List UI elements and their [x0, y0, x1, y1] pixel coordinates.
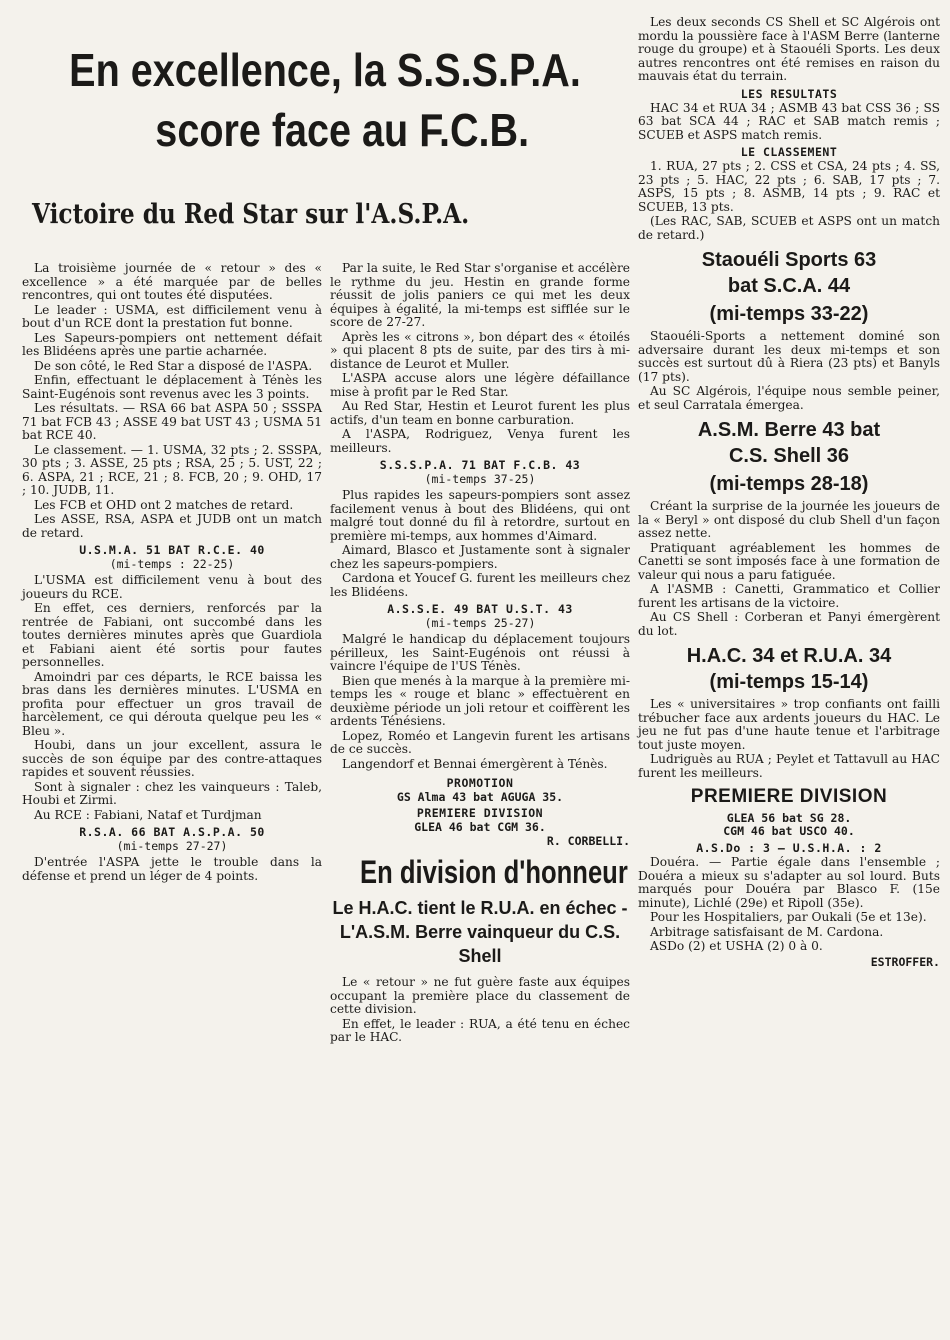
match-halftime: (mi-temps 28-18)	[709, 473, 869, 495]
paragraph: Les résultats. — RSA 66 bat ASPA 50 ; SSSPA 71 bat FCB 43 ; ASSE 49 bat UST 43 ; USMA 51 bat RCE 40.	[22, 401, 322, 442]
headline-line-1: En excellence, la S.S.S.P.A.	[69, 44, 581, 96]
paragraph: Au CS Shell : Corberan et Panyi émergèrent du lot.	[638, 610, 940, 638]
standings-heading: LE CLASSEMENT	[740, 145, 838, 159]
paragraph: Les ASSE, RSA, ASPA et JUDB ont un match de retard.	[22, 512, 322, 540]
paragraph: (Les RAC, SAB, SCUEB et ASPS ont un match de retard.)	[638, 214, 940, 242]
standings-text: 1. RUA, 27 pts ; 2. CSS et CSA, 24 pts ; 4. SS, 23 pts ; 5. HAC, 22 pts ; 6. SAB, 17 pts ; 7. ASPS, 15 pts ; 8. ASMB, 14 pts ; 9. RAC et SCUEB, 13 pts.	[638, 159, 940, 214]
paragraph: Les FCB et OHD ont 2 matches de retard.	[34, 497, 294, 512]
column-2	[330, 262, 630, 1046]
paragraph: Au Red Star, Hestin et Leurot furent les plus actifs, d'un team en bonne carburation.	[330, 399, 630, 427]
paragraph: Enfin, effectuant le déplacement à Ténès les Saint-Eugénois sont revenus avec les 3 points.	[22, 373, 322, 401]
paragraph: Le « retour » ne fut guère faste aux équipes occupant la première place du classement de cette division.	[330, 975, 630, 1016]
match-heading: S.S.S.P.A. 71 BAT F.C.B. 43	[379, 458, 581, 472]
column-1	[22, 262, 322, 884]
promotion-heading: PROMOTION	[446, 776, 514, 790]
paragraph: Bien que menés à la marque à la première mi-temps les « rouge et blanc » effectuèrent en deuxième période un joli retour et coiffèrent les ardents Ténésiens.	[330, 673, 630, 728]
paragraph: Douéra. — Partie égale dans l'ensemble ; Douéra a mieux su s'adapter au sol lourd. Buts marqués pour Douéra par Blasco F. (15e minute), Lichlé (29e) et Ripoll (35e).	[638, 855, 940, 910]
paragraph: Houbi, dans un jour excellent, assura le succès de son équipe par des contre-attaques rapides et souvent réussies.	[22, 738, 322, 779]
match-headline: bat S.C.A. 44	[727, 275, 851, 297]
division-heading: PREMIERE DIVISION	[416, 806, 544, 820]
paragraph: L'ASPA accuse alors une légère défaillance mise à profit par le Red Star.	[330, 371, 630, 399]
paragraph: Cardona et Youcef G. furent les meilleurs chez les Blidéens.	[330, 571, 630, 599]
signature: R. CORBELLI.	[546, 834, 630, 848]
paragraph: Aimard, Blasco et Justamente sont à signaler chez les sapeurs-pompiers.	[330, 543, 630, 571]
paragraph: En effet, ces derniers, renforcés par la rentrée de Fabiani, ont succombé dans les toutes dernières minutes après que Guardiola et Fabiani aient été sortis pour fautes personnelles.	[22, 601, 322, 669]
match-halftime: (mi-temps 27-27)	[116, 839, 228, 853]
paragraph: Le leader : USMA, est difficilement venu à bout d'un RCE dont la prestation fut bonne.	[22, 302, 322, 330]
headline-line-2: score face au F.C.B.	[155, 104, 530, 156]
paragraph: La troisième journée de « retour » des « excellence » a été marquée par de belles rencontres, qui ont toutes été disputées.	[22, 261, 322, 302]
division-heading: PREMIERE DIVISION	[690, 786, 888, 807]
match-heading: A.S.S.E. 49 BAT U.S.T. 43	[387, 602, 573, 616]
paragraph: Langendorf et Bennai émergèrent à Ténès.	[342, 756, 608, 771]
match-heading: U.S.M.A. 51 BAT R.C.E. 40	[79, 543, 265, 557]
paragraph: Pratiquant agréablement les hommes de Canetti se sont imposés face à une formation de valeur qui nous a paru fatiguée.	[638, 540, 940, 582]
paragraph: En effet, le leader : RUA, a été tenu en échec par le HAC.	[330, 1016, 630, 1044]
match-headline: A.S.M. Berre 43 bat	[697, 419, 881, 441]
match-halftime: (mi-temps 25-27)	[424, 616, 536, 630]
paragraph: L'USMA est difficilement venu à bout des joueurs du RCE.	[22, 573, 322, 601]
paragraph: Arbitrage satisfaisant de M. Cardona.	[650, 924, 884, 939]
results-text: HAC 34 et RUA 34 ; ASMB 43 bat CSS 36 ; SS 63 bat SCA 44 ; RAC et SAB match remis ; SCUEB et ASPS match remis.	[638, 100, 940, 142]
match-halftime: (mi-temps : 22-25)	[109, 557, 235, 571]
match-headline: C.S. Shell 36	[728, 445, 850, 467]
paragraph: Pour les Hospitaliers, par Oukali (5e et 13e).	[650, 910, 927, 924]
match-heading: A.S.Do : 3 — U.S.H.A. : 2	[696, 841, 882, 855]
results-heading: LES RESULTATS	[740, 86, 838, 101]
match-heading: R.S.A. 66 BAT A.S.P.A. 50	[79, 825, 265, 839]
paragraph: Malgré le handicap du déplacement toujours périlleux, les Saint-Eugénois ont réussi à vaincre l'équipe de l'US Ténès.	[330, 632, 630, 673]
match-headline: Staouéli Sports 63	[701, 249, 877, 271]
paragraph: Au RCE : Fabiani, Nataf et Turdjman	[34, 807, 262, 822]
paragraph: Lopez, Roméo et Langevin furent les artisans de ce succès.	[330, 728, 630, 756]
paragraph: A l'ASMB : Canetti, Grammatico et Collier furent les artisans de la victoire.	[638, 582, 940, 610]
paragraph: Staouéli-Sports a nettement dominé son adversaire durant les deux mi-temps et son succès est surtout dû à Riera (23 pts) et Banyls (17 pts).	[638, 329, 940, 384]
paragraph: De son côté, le Red Star a disposé de l'ASPA.	[34, 358, 313, 373]
division-result: CGM 46 bat USCO 40.	[723, 824, 855, 838]
headline-deck: Victoire du Red Star sur l'A.S.P.A.	[32, 199, 470, 230]
paragraph: Les Sapeurs-pompiers ont nettement défait les Blidéens après une partie acharnée.	[22, 330, 322, 358]
section-headline: En division d'honneur	[360, 854, 628, 890]
paragraph: D'entrée l'ASPA jette le trouble dans la défense et prend un léger de 4 points.	[22, 855, 322, 883]
paragraph: Ludriguès au RUA ; Peylet et Tattavull au HAC furent les meilleurs.	[638, 752, 940, 780]
paragraph: ASDo (2) et USHA (2) 0 à 0.	[650, 939, 823, 953]
paragraph: Les deux seconds CS Shell et SC Algérois ont mordu la poussière face à l'ASM Berre (lanterne rouge du groupe) et à Staouéli Sports. Les deux autres rencontres ont été remises en raison du mauvais état du terrain.	[638, 15, 940, 83]
paragraph: Après les « citrons », bon départ des « étoilés » qui placent 8 pts de suite, par des tirs à mi-distance de Leurot et Muller.	[330, 329, 630, 371]
paragraph: Amoindri par ces départs, le RCE baissa les bras dans les dernières minutes. L'USMA en profita pour effectuer un gros travail de harcèlement, ce qui dérouta quelque peu les « Bleu ».	[22, 669, 322, 738]
match-halftime: (mi-temps 15-14)	[709, 671, 869, 693]
paragraph: Plus rapides les sapeurs-pompiers sont assez facilement venus à bout des Blidéens, qui ont malgré tout donné du fil à retordre, surtout en première mi-temps, aux hommes d'Aimard.	[330, 488, 630, 543]
paragraph: Les « universitaires » trop confiants ont failli trébucher face aux ardents joueurs du HAC. Le jeu ne fut pas d'une haute tenue et l'arbitrage tout juste moyen.	[638, 697, 940, 752]
match-halftime: (mi-temps 37-25)	[424, 472, 536, 486]
division-result: GLEA 46 bat CGM 36.	[414, 820, 546, 834]
paragraph: Au SC Algérois, l'équipe nous semble peiner, et seul Carratala émergea.	[638, 384, 940, 412]
match-halftime: (mi-temps 33-22)	[709, 303, 869, 325]
match-headline: H.A.C. 34 et R.U.A. 34	[686, 645, 892, 667]
signature: ESTROFFER.	[870, 954, 940, 969]
division-result: GLEA 56 bat SG 28.	[726, 811, 852, 825]
section-deck: Le H.A.C. tient le R.U.A. en échec - L'A.S.M. Berre vainqueur du C.S. Shell	[332, 898, 628, 966]
paragraph: Le classement. — 1. USMA, 32 pts ; 2. SSSPA, 30 pts ; 3. ASSE, 25 pts ; RSA, 25 ; 5. UST, 22 ; 6. ASPA, 21 ; RCE, 21 ; 8. FCB, 20 ; 9. OHD, 17 ; 10. JUDB, 11.	[22, 442, 322, 497]
paragraph: Créant la surprise de la journée les joueurs de la « Beryl » ont disposé du club Shell d'un façon assez nette.	[638, 499, 940, 540]
paragraph: A l'ASPA, Rodriguez, Venya furent les meilleurs.	[330, 427, 630, 455]
paragraph: Par la suite, le Red Star s'organise et accélère le rythme du jeu. Hestin en grande forme réussit de jolis paniers ce qui met les deux équipes à égalité, la mi-temps est sifflée sur le score de 27-27.	[330, 261, 630, 329]
promotion-result: GS Alma 43 bat AGUGA 35.	[396, 790, 564, 804]
column-3	[638, 16, 940, 973]
paragraph: Sont à signaler : chez les vainqueurs : Taleb, Houbi et Zirmi.	[22, 779, 322, 807]
headline	[24, 40, 724, 160]
